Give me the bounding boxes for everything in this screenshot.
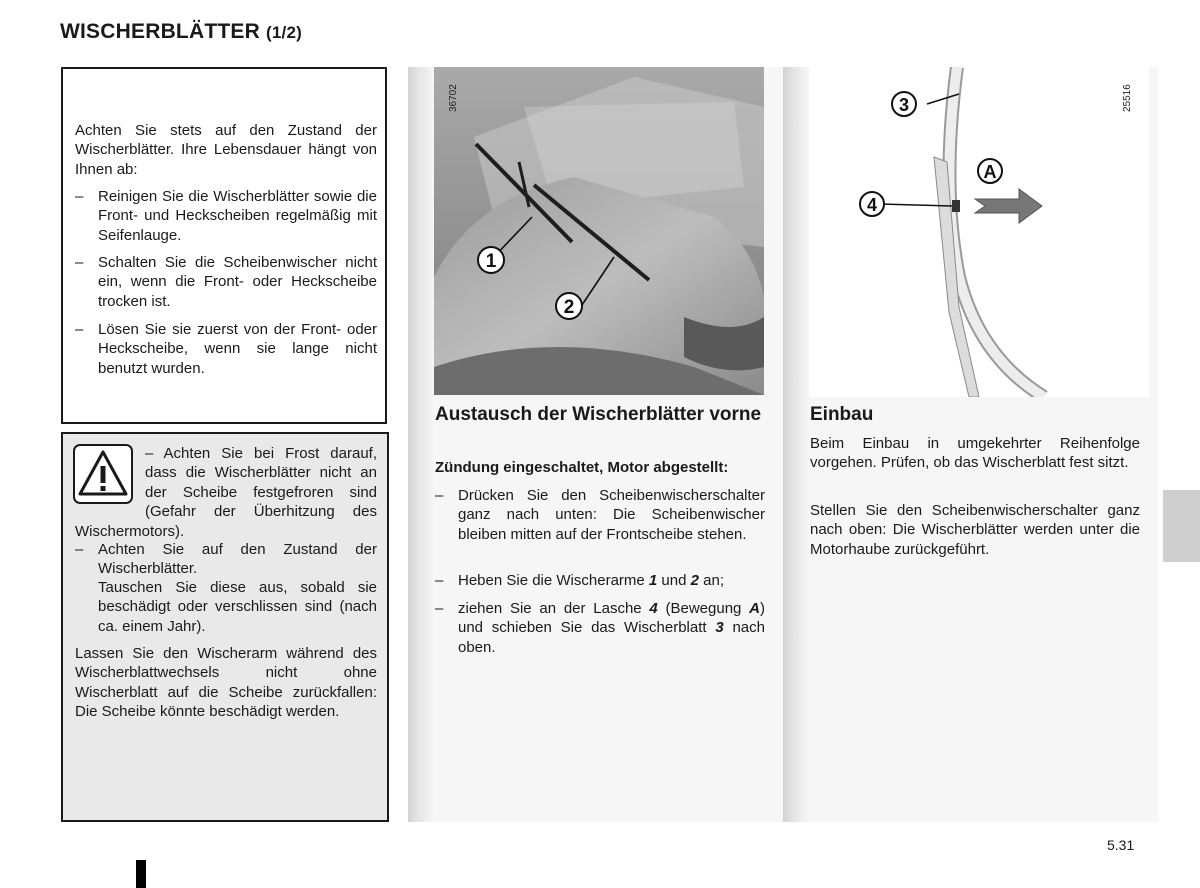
- windscreen-photo: [434, 67, 764, 395]
- front-heading: Austausch der Wischerblätter vorne: [435, 404, 762, 425]
- list-bullet: –: [75, 188, 84, 205]
- print-mark: [136, 860, 146, 888]
- warning-box: [61, 432, 389, 822]
- front-item-3: ziehen Sie an der Lasche 4 (Bewegung A) und schieben Sie das Wischerblatt 3 nach oben.: [458, 600, 765, 656]
- list-item: Reinigen Sie die Wischerblätter sowie die Front- und Heckscheiben regelmäßig mit Seifenlauge.: [98, 188, 377, 244]
- warning-item: Achten Sie auf den Zustand der Wischerblätter.: [98, 541, 377, 578]
- page-title: [60, 20, 302, 44]
- list-item: Lösen Sie sie zuerst von der Front- oder Heckscheibe, wenn sie lange nicht benutzt wurden.: [98, 321, 377, 377]
- install-para-1: Beim Einbau in umgekehrter Reihenfolge vorgehen. Prüfen, ob das Wischerblatt fest sitzt.: [810, 435, 1140, 472]
- list-bullet: –: [435, 487, 444, 504]
- info-box: [61, 67, 387, 424]
- diagram-reference: 25516: [1122, 84, 1133, 112]
- info-intro: Achten Sie stets auf den Zustand der Wischerblätter. Ihre Lebensdauer hängt von Ihnen ab:: [75, 122, 377, 178]
- install-para-2: Stellen Sie den Scheibenwischerschalter ganz nach oben: Die Wischerblätter werden unter die Motorhaube zurückgeführt.: [810, 502, 1140, 558]
- chapter-tab: [1163, 490, 1200, 562]
- diagram-callout-4: 4: [866, 195, 878, 215]
- list-item: Schalten Sie die Scheibenwischer nicht ein, wenn die Front- oder Heckscheibe trocken ist.: [98, 254, 377, 310]
- install-heading: Einbau: [810, 404, 874, 425]
- warning-first: [75, 444, 377, 541]
- diagram-callout-A: A: [983, 162, 997, 182]
- wiper-blade-illustration: [809, 67, 1149, 397]
- page-number: 5.31: [1107, 837, 1135, 853]
- photo-callout-2: 2: [563, 297, 575, 318]
- list-bullet: –: [435, 600, 444, 617]
- car-front-illustration: [434, 67, 764, 395]
- list-bullet: –: [435, 572, 444, 589]
- page-title-main: WISCHERBLÄTTER: [60, 20, 260, 43]
- page-title-part: (1/2): [266, 23, 302, 42]
- front-item-2: Heben Sie die Wischerarme 1 und 2 an;: [458, 572, 725, 589]
- front-item-1: Drücken Sie den Scheibenwischerschalter ganz nach unten: Die Scheibenwischer bleiben mitten auf der Frontscheibe stehen.: [458, 487, 765, 543]
- list-bullet: –: [75, 541, 84, 558]
- diagram-callout-3: 3: [898, 95, 910, 115]
- warning-item-cont: Tauschen Sie diese aus, sobald sie beschädigt oder verschlissen sind (nach ca. einem Jahr).: [98, 579, 377, 635]
- front-condition: Zündung eingeschaltet, Motor abgestellt:: [435, 459, 729, 476]
- wiper-diagram: [809, 67, 1149, 397]
- warning-closing: Lassen Sie den Wischerarm während des Wischerblattwechsels nicht ohne Wischerblatt auf die Scheibe zurückfallen: Die Scheibe könnte beschädigt werden.: [75, 645, 377, 721]
- list-bullet: –: [75, 254, 84, 271]
- list-bullet: –: [75, 321, 84, 338]
- photo-reference: 36702: [448, 84, 459, 112]
- warning-first-text: – Achten Sie bei Frost darauf, dass die Wischerblätter nicht an der Scheibe festgefroren sind (Gefahr der Überhitzung des Wischermotors).: [75, 445, 377, 540]
- photo-callout-1: 1: [485, 251, 497, 272]
